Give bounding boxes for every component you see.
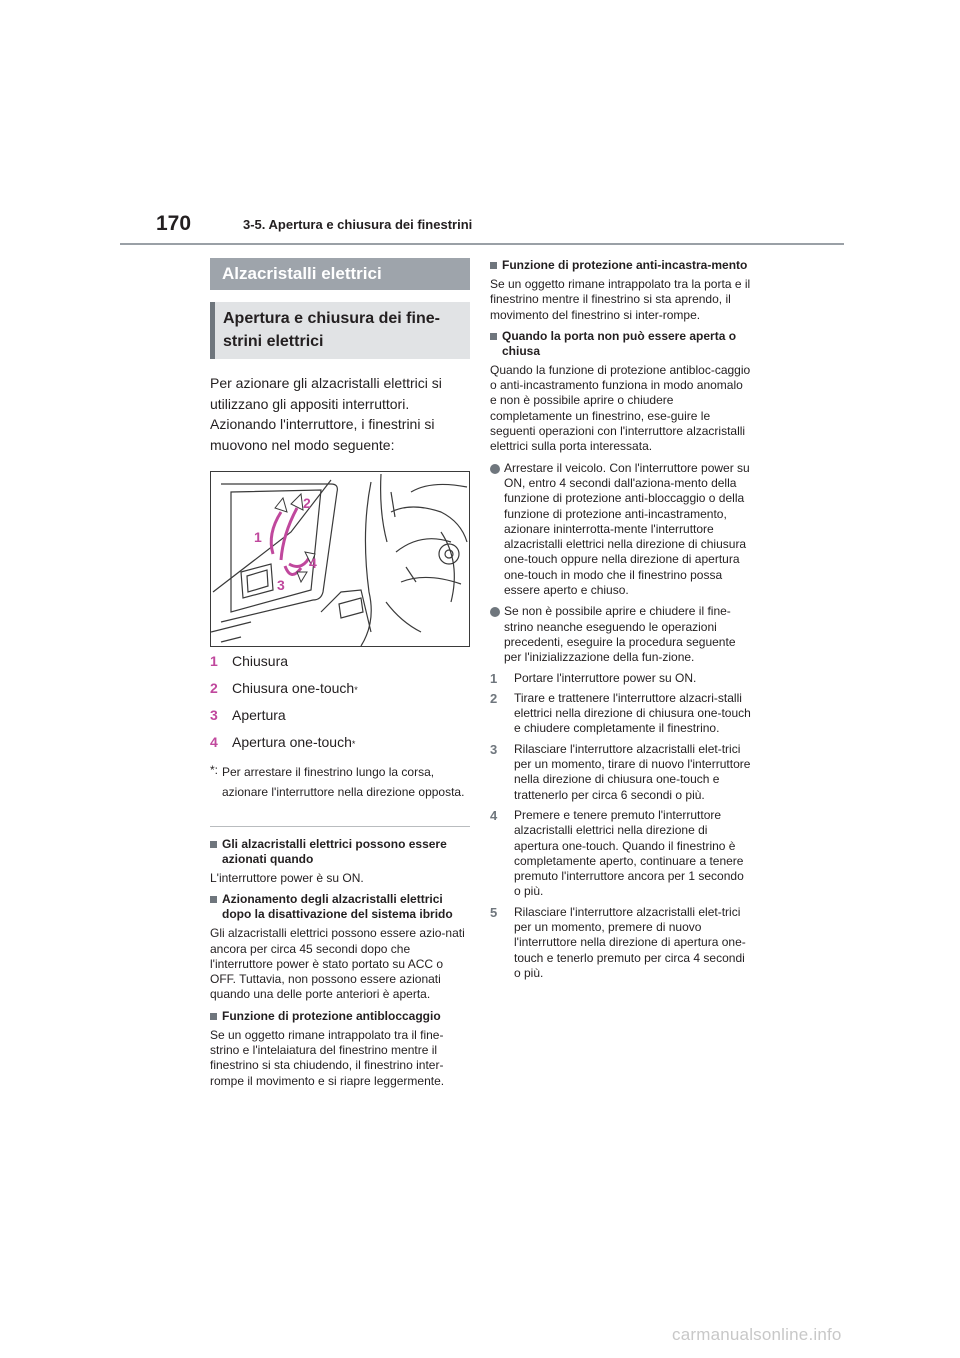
item-text: Apertura	[232, 707, 286, 723]
block-heading	[210, 1009, 470, 1024]
block-heading	[490, 258, 752, 273]
running-title: 3-5. Apertura e chiusura dei finestrini	[243, 217, 473, 232]
block-heading	[210, 892, 470, 922]
item-star: *	[351, 739, 356, 749]
watermark: carmanualsonline.info	[672, 1325, 842, 1344]
list-item	[210, 734, 470, 761]
list-item	[210, 707, 470, 734]
footnote	[210, 763, 470, 802]
item-number: 1	[210, 653, 218, 669]
bullet-item	[490, 604, 752, 665]
block-text: Quando la funzione di protezione antibloc-caggio o anti-incastramento funziona in modo anomalo e non è possibile aprire o chiudere completamente un finestrino, ese-guire le seguenti operazioni con l'interruttore alzacristalli elettrici sulla porta interessata.	[490, 362, 751, 454]
item-text: Apertura one-touch	[232, 734, 352, 750]
bullet-text: Se non è possibile aprire e chiudere il fine-strino neanche eseguendo le operazioni precedenti, eseguire la procedura seguente per l'inizializzazione della fun-zione.	[504, 604, 736, 665]
block-text: L'interruttore power è su ON.	[210, 871, 364, 885]
list-item	[210, 680, 470, 707]
figure-label-4: 4	[309, 555, 317, 571]
item-number: 2	[210, 680, 218, 696]
block-heading-text: Quando la porta non può essere aperta o chiusa	[502, 328, 737, 358]
square-bullet-icon	[210, 1013, 217, 1020]
footnote-text: Per arrestare il finestrino lungo la corsa, azionare l'interruttore nella direzione opposta.	[222, 765, 465, 799]
block-heading	[490, 329, 752, 359]
item-number: 3	[210, 707, 218, 723]
step-number: 1	[490, 670, 498, 686]
divider	[210, 826, 470, 827]
block-text: Gli alzacristalli elettrici possono essere azio-nati ancora per circa 45 secondi dopo che l'interruttore power è stato portato su ACC o OFF. Tuttavia, non possono essere azionati quando una delle porte anteriori è aperta.	[210, 926, 465, 1002]
step-number: 4	[490, 807, 498, 823]
header-rule	[120, 243, 844, 245]
square-bullet-icon	[210, 841, 217, 848]
block-heading-text: Funzione di protezione antibloccaggio	[222, 1008, 441, 1023]
step-number: 2	[490, 690, 498, 706]
block-heading-text: Gli alzacristalli elettrici possono essere azionati quando	[222, 837, 447, 866]
step-text: Portare l'interruttore power su ON.	[514, 670, 697, 685]
block-heading-text: Funzione di protezione anti-incastra-mento	[502, 258, 748, 272]
step-item	[490, 671, 752, 686]
square-bullet-icon	[490, 333, 497, 340]
step-text: Premere e tenere premuto l'interruttore alzacristalli elettrici nella direzione di apertura one-touch. Quando il finestrino è completamente aperto, continuare a tenere premuto l'interruttore ancora per 1 secondo o più.	[514, 807, 744, 899]
square-bullet-icon	[490, 262, 497, 269]
step-text: Tirare e trattenere l'interruttore alzacri-stalli elettrici nella direzione di chiusura one-touch e chiudere completamente il finestrino.	[514, 690, 751, 736]
round-bullet-icon	[490, 464, 500, 474]
function-list	[210, 653, 470, 761]
figure-label-3: 3	[277, 577, 285, 593]
subsection-title: Apertura e chiusura dei fine-strini elettrici	[210, 302, 470, 359]
bullet-item	[490, 461, 752, 599]
section-title: Alzacristalli elettrici	[210, 258, 470, 290]
step-item	[490, 905, 752, 981]
block-text: Se un oggetto rimane intrappolato tra la porta e il finestrino mentre il finestrino si sta aprendo, il movimento del finestrino si inter-rompe.	[490, 277, 751, 322]
block-text: Se un oggetto rimane intrappolato tra il fine-strino e l'intelaiatura del finestrino mentre il finestrino si sta chiudendo, il finestrino inter-rompe il movimento e si riapre leggermente.	[210, 1027, 445, 1088]
round-bullet-icon	[490, 607, 500, 617]
step-item	[490, 742, 752, 803]
window-switch-illustration	[210, 471, 470, 647]
step-text: Rilasciare l'interruttore alzacristalli elet-trici per un momento, tirare di nuovo l'interruttore nella direzione di chiusura one-touch e trattenerlo per circa 6 secondi o più.	[514, 741, 751, 802]
square-bullet-icon	[210, 896, 217, 903]
step-item	[490, 691, 752, 737]
right-column	[490, 258, 752, 981]
item-star: *	[354, 685, 358, 695]
step-text: Rilasciare l'interruttore alzacristalli elet-trici per un momento, premere di nuovo l'interruttore nella direzione di apertura one-touch e tenerlo premuto per circa 4 secondi o più.	[514, 904, 746, 980]
list-item	[210, 653, 470, 680]
step-item	[490, 808, 752, 900]
page-number: 170	[156, 212, 192, 235]
item-number: 4	[210, 734, 218, 750]
intro-text: Per azionare gli alzacristalli elettrici si utilizzano gli appositi interruttori. Azionando l'interruttore, i finestrini si muovono nel modo seguente:	[210, 375, 442, 453]
figure-label-1: 1	[254, 529, 262, 545]
item-text: Chiusura	[232, 653, 289, 669]
block-heading	[210, 837, 470, 867]
block-heading-text: Azionamento degli alzacristalli elettrici dopo la disattivazione del sistema ibrido	[222, 892, 453, 922]
figure-label-2: 2	[303, 495, 311, 511]
bullet-text: Arrestare il veicolo. Con l'interruttore power su ON, entro 4 secondi dall'aziona-mento della funzione di protezione anti-bloccaggio o della funzione di protezione anti-incastramento, azionare ininterrotta-mente l'interruttore alzacristalli elettrici nella direzione di chiusura one-touch oppure nella direzione di apertura one-touch in modo che il finestrino possa essere aperto e chiuso.	[504, 460, 750, 598]
footnote-mark: *:	[210, 763, 219, 777]
left-column	[210, 258, 470, 1089]
step-number: 5	[490, 904, 498, 920]
item-text: Chiusura one-touch	[232, 680, 355, 696]
step-number: 3	[490, 741, 498, 757]
